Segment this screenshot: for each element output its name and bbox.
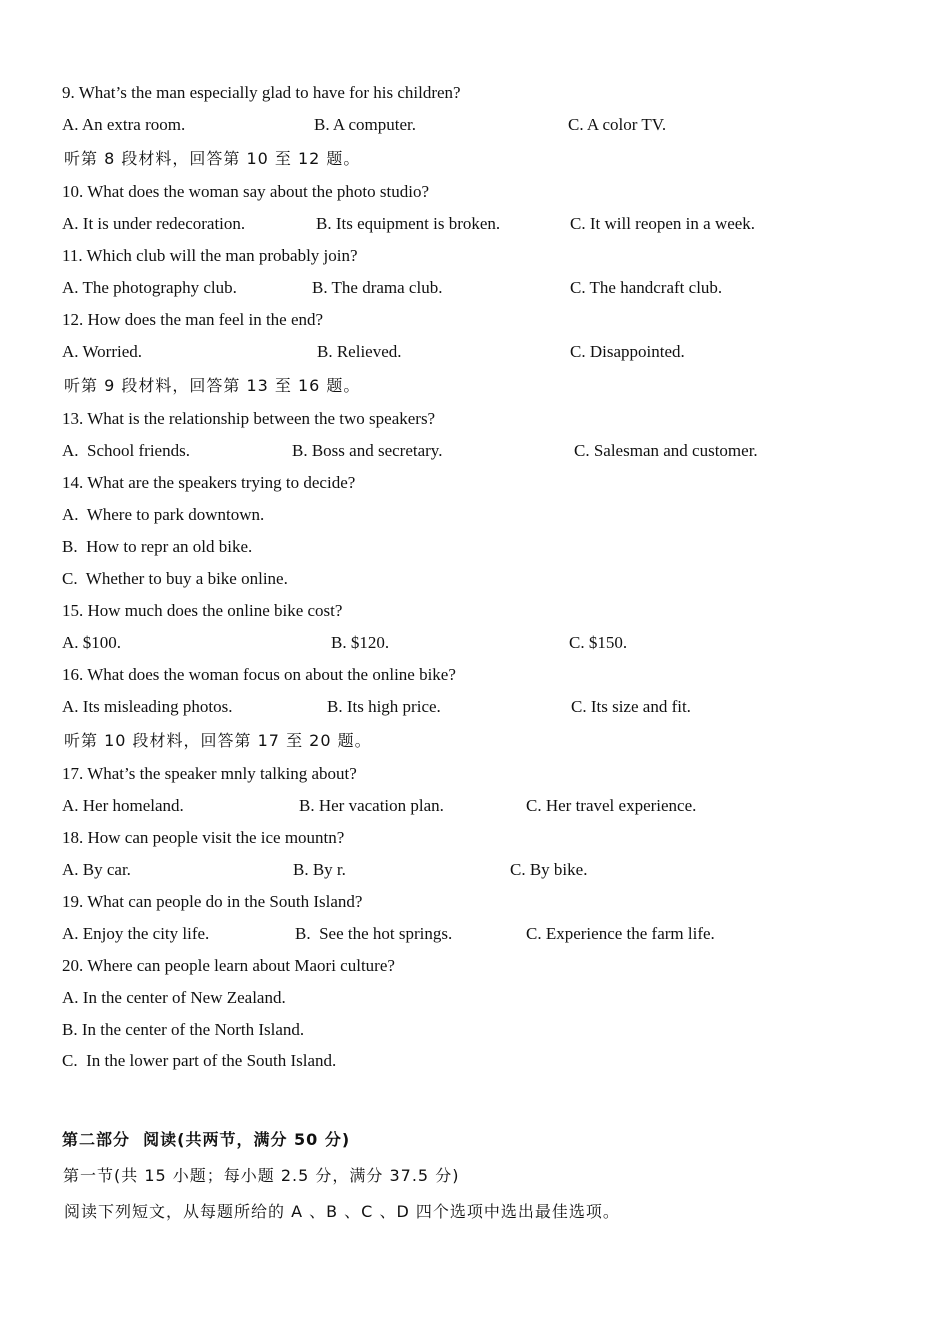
question-12-option-c: C. Disappointed. (570, 342, 685, 361)
question-20-stem: 20. Where can people learn about Maori culture? (62, 956, 395, 975)
question-12-option-b: B. Relieved. (317, 342, 402, 361)
question-14-option-a: A. Where to park downtown. (62, 505, 265, 524)
part-2-section-1: 第一节(共 15 小题；每小题 2.5 分，满分 37.5 分) (63, 1166, 460, 1185)
question-16-stem: 16. What does the woman focus on about the online bike? (62, 665, 456, 684)
question-14-stem: 14. What are the speakers trying to decide? (62, 473, 356, 492)
question-15-option-b: B. $120. (331, 633, 390, 652)
question-13-option-c: C. Salesman and customer. (574, 441, 758, 460)
part-2-title: 第二部分 阅读(共两节，满分 50 分) (62, 1130, 351, 1149)
question-16-option-b: B. Its high price. (327, 697, 441, 716)
part-2-instruction: 阅读下列短文，从每题所给的 A 、B 、C 、D 四个选项中选出最佳选项。 (64, 1202, 620, 1221)
question-12-stem: 12. How does the man feel in the end? (62, 310, 324, 329)
question-18-option-c: C. By bike. (510, 860, 588, 879)
question-20-option-c: C. In the lower part of the South Island. (62, 1051, 337, 1070)
question-19-option-c: C. Experience the farm life. (526, 924, 715, 943)
question-17-option-a: A. Her homeland. (62, 796, 184, 815)
question-12-option-a: A. Worried. (62, 342, 142, 361)
question-13-option-b: B. Boss and secretary. (292, 441, 443, 460)
question-18-stem: 18. How can people visit the ice mountn? (62, 828, 345, 847)
question-18-option-b: B. By r. (293, 860, 346, 879)
question-13-stem: 13. What is the relationship between the two speakers? (62, 409, 436, 428)
section-8-heading: 听第 8 段材料，回答第 10 至 12 题。 (64, 149, 361, 168)
question-11-stem: 11. Which club will the man probably join? (62, 246, 358, 265)
question-20-option-b: B. In the center of the North Island. (62, 1020, 305, 1039)
question-15-stem: 15. How much does the online bike cost? (62, 601, 343, 620)
question-20-option-a: A. In the center of New Zealand. (62, 988, 286, 1007)
question-14-option-c: C. Whether to buy a bike online. (62, 569, 288, 588)
question-16-option-c: C. Its size and fit. (571, 697, 691, 716)
question-11-option-c: C. The handcraft club. (570, 278, 723, 297)
question-13-option-a: A. School friends. (62, 441, 190, 460)
question-9-stem: 9. What’s the man especially glad to have for his children? (62, 83, 461, 102)
question-17-option-c: C. Her travel experience. (526, 796, 697, 815)
section-9-heading: 听第 9 段材料，回答第 13 至 16 题。 (64, 376, 361, 395)
question-19-option-a: A. Enjoy the city life. (62, 924, 210, 943)
question-10-option-a: A. It is under redecoration. (62, 214, 246, 233)
question-9-option-b: B. A computer. (314, 115, 416, 134)
question-17-stem: 17. What’s the speaker mnly talking about? (62, 764, 357, 783)
question-9-option-a: A. An extra room. (62, 115, 186, 134)
question-15-option-c: C. $150. (569, 633, 628, 652)
section-10-heading: 听第 10 段材料，回答第 17 至 20 题。 (64, 731, 372, 750)
question-17-option-b: B. Her vacation plan. (299, 796, 444, 815)
question-11-option-b: B. The drama club. (312, 278, 443, 297)
question-9-option-c: C. A color TV. (568, 115, 667, 134)
question-19-option-b: B. See the hot springs. (295, 924, 453, 943)
question-16-option-a: A. Its misleading photos. (62, 697, 233, 716)
question-18-option-a: A. By car. (62, 860, 131, 879)
question-14-option-b: B. How to repr an old bike. (62, 537, 253, 556)
question-11-option-a: A. The photography club. (62, 278, 237, 297)
question-19-stem: 19. What can people do in the South Island? (62, 892, 363, 911)
question-10-stem: 10. What does the woman say about the photo studio? (62, 182, 430, 201)
question-10-option-c: C. It will reopen in a week. (570, 214, 756, 233)
question-15-option-a: A. $100. (62, 633, 122, 652)
question-10-option-b: B. Its equipment is broken. (316, 214, 501, 233)
